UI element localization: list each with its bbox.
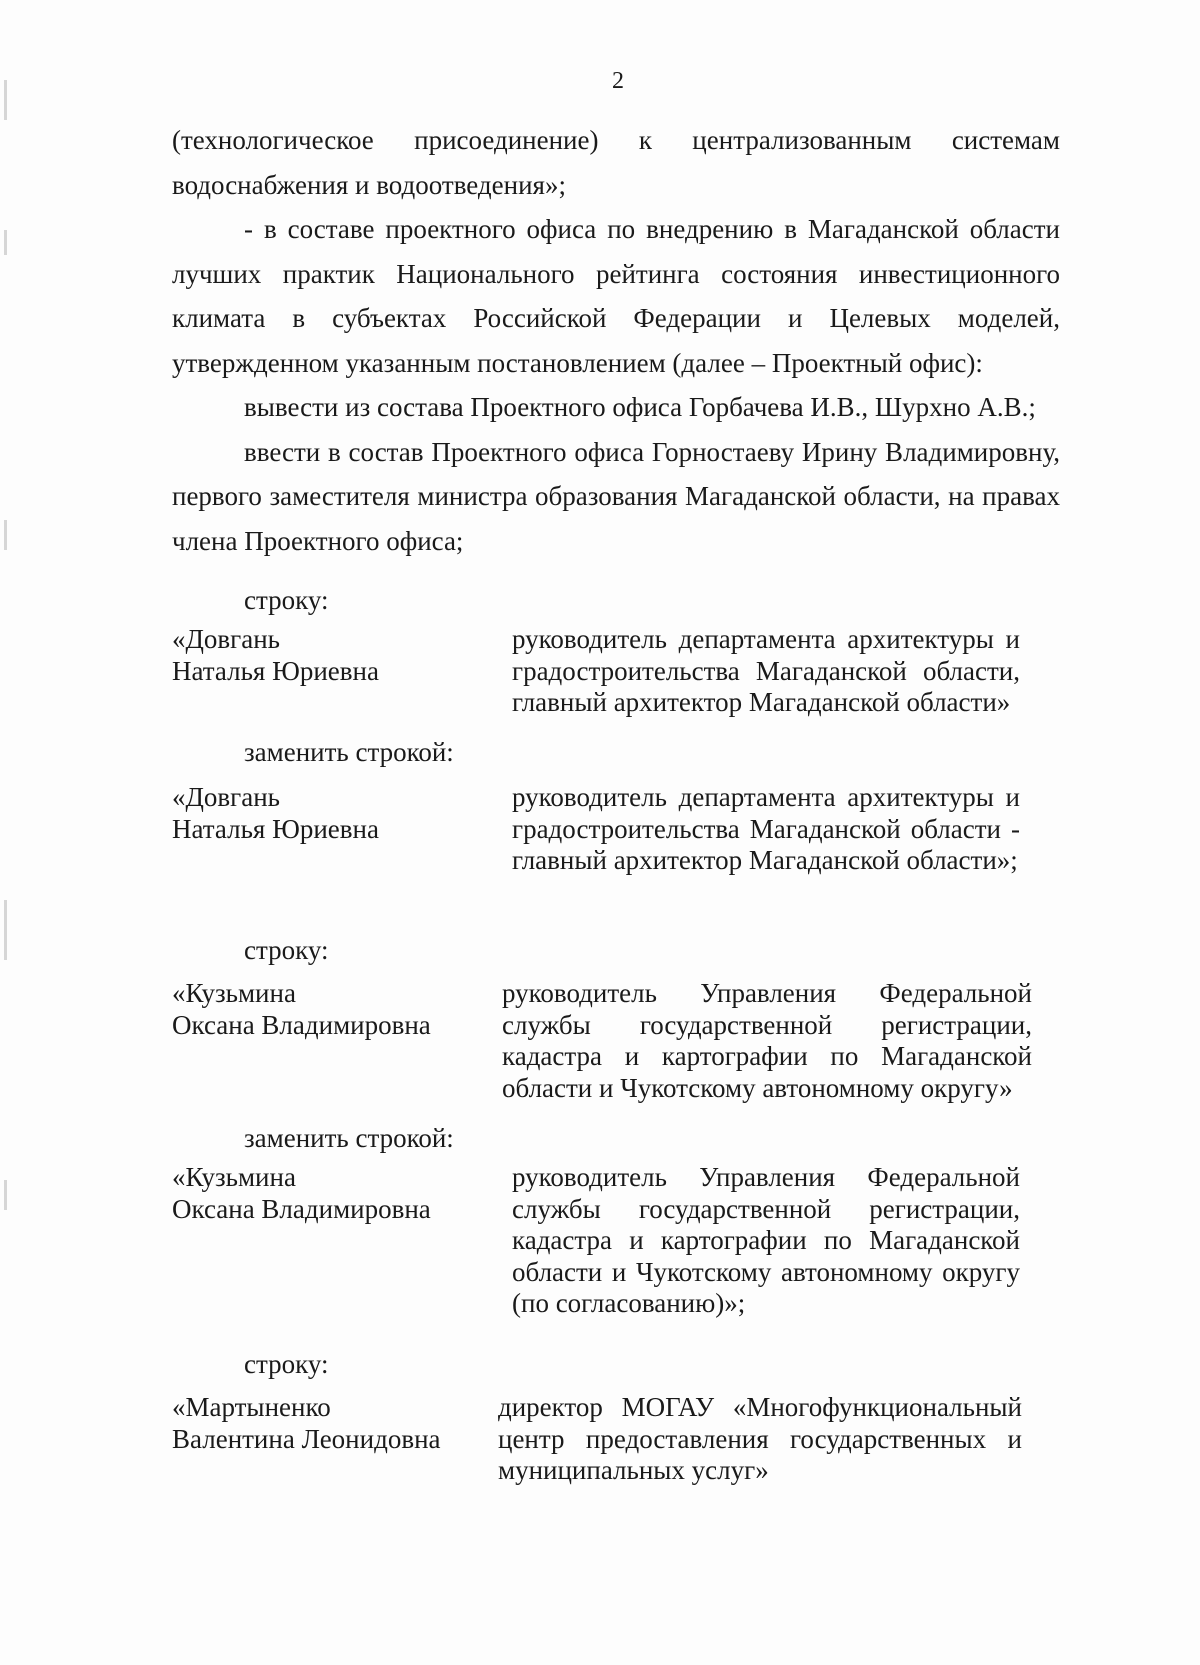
entry-surname: «Довгань: [172, 624, 280, 654]
label-line: строку:: [244, 1349, 329, 1379]
entry-given-names: Оксана Владимировна: [172, 1009, 431, 1040]
label-replace-with: заменить строкой:: [244, 737, 454, 767]
entry-given-names: Наталья Юриевна: [172, 813, 379, 844]
entry-surname: «Кузьмина: [172, 1162, 296, 1192]
page-number: 2: [612, 68, 624, 94]
entry-name: [172, 1392, 502, 1455]
entry-description: руководитель департамента архитектуры и градостроительства Магаданской области, главный архитектор Магаданской области»: [512, 624, 1020, 717]
label-replace-with: заменить строкой:: [244, 1123, 454, 1153]
document-body: [172, 118, 1060, 563]
entry-description: руководитель департамента архитектуры и градостроительства Магаданской области - главный архитектор Магаданской области»;: [512, 782, 1020, 875]
paragraph-1-line-1: (технологическое присоединение) к централизованным системам: [172, 125, 1060, 155]
entry-surname: «Довгань: [172, 782, 280, 812]
entry-given-names: Наталья Юриевна: [172, 655, 379, 686]
entry-surname: «Мартыненко: [172, 1392, 331, 1422]
entry-surname: «Кузьмина: [172, 978, 296, 1008]
label-line: строку:: [244, 585, 329, 615]
paragraph-remove-members: вывести из состава Проектного офиса Горбачева И.В., Шурхно А.В.;: [244, 392, 1036, 422]
entry-given-names: Валентина Леонидовна: [172, 1423, 441, 1454]
entry-description: руководитель Управления Федеральной службы государственной регистрации, кадастра и картографии по Магаданской области и Чукотскому автономному округу»: [502, 978, 1032, 1103]
entry-name: [172, 782, 502, 845]
entry-description: директор МОГАУ «Многофункциональный центр предоставления государственных и муниципальных услуг»: [498, 1392, 1022, 1485]
label-line: строку:: [244, 935, 329, 965]
entry-name: [172, 624, 502, 687]
entry-name: [172, 1162, 502, 1225]
entry-description: руководитель Управления Федеральной службы государственной регистрации, кадастра и картографии по Магаданской области и Чукотскому автономному округу (по согласованию)»;: [512, 1162, 1020, 1318]
entry-name: [172, 978, 502, 1041]
paragraph-1-line-2: водоснабжения и водоотведения»;: [172, 169, 566, 200]
paragraph-project-office: - в составе проектного офиса по внедрению в Магаданской области лучших практик Национального рейтинга состояния инвестиционного климата в субъектах Российской Федерации и Целевых моделей, утвержденном указанным постановлением (далее – Проектный офис):: [172, 214, 1060, 378]
scan-margin-marks: [4, 0, 10, 1665]
entry-given-names: Оксана Владимировна: [172, 1193, 431, 1224]
paragraph-add-member: ввести в состав Проектного офиса Горностаеву Ирину Владимировну, первого заместителя министра образования Магаданской области, на правах члена Проектного офиса;: [172, 436, 1060, 556]
